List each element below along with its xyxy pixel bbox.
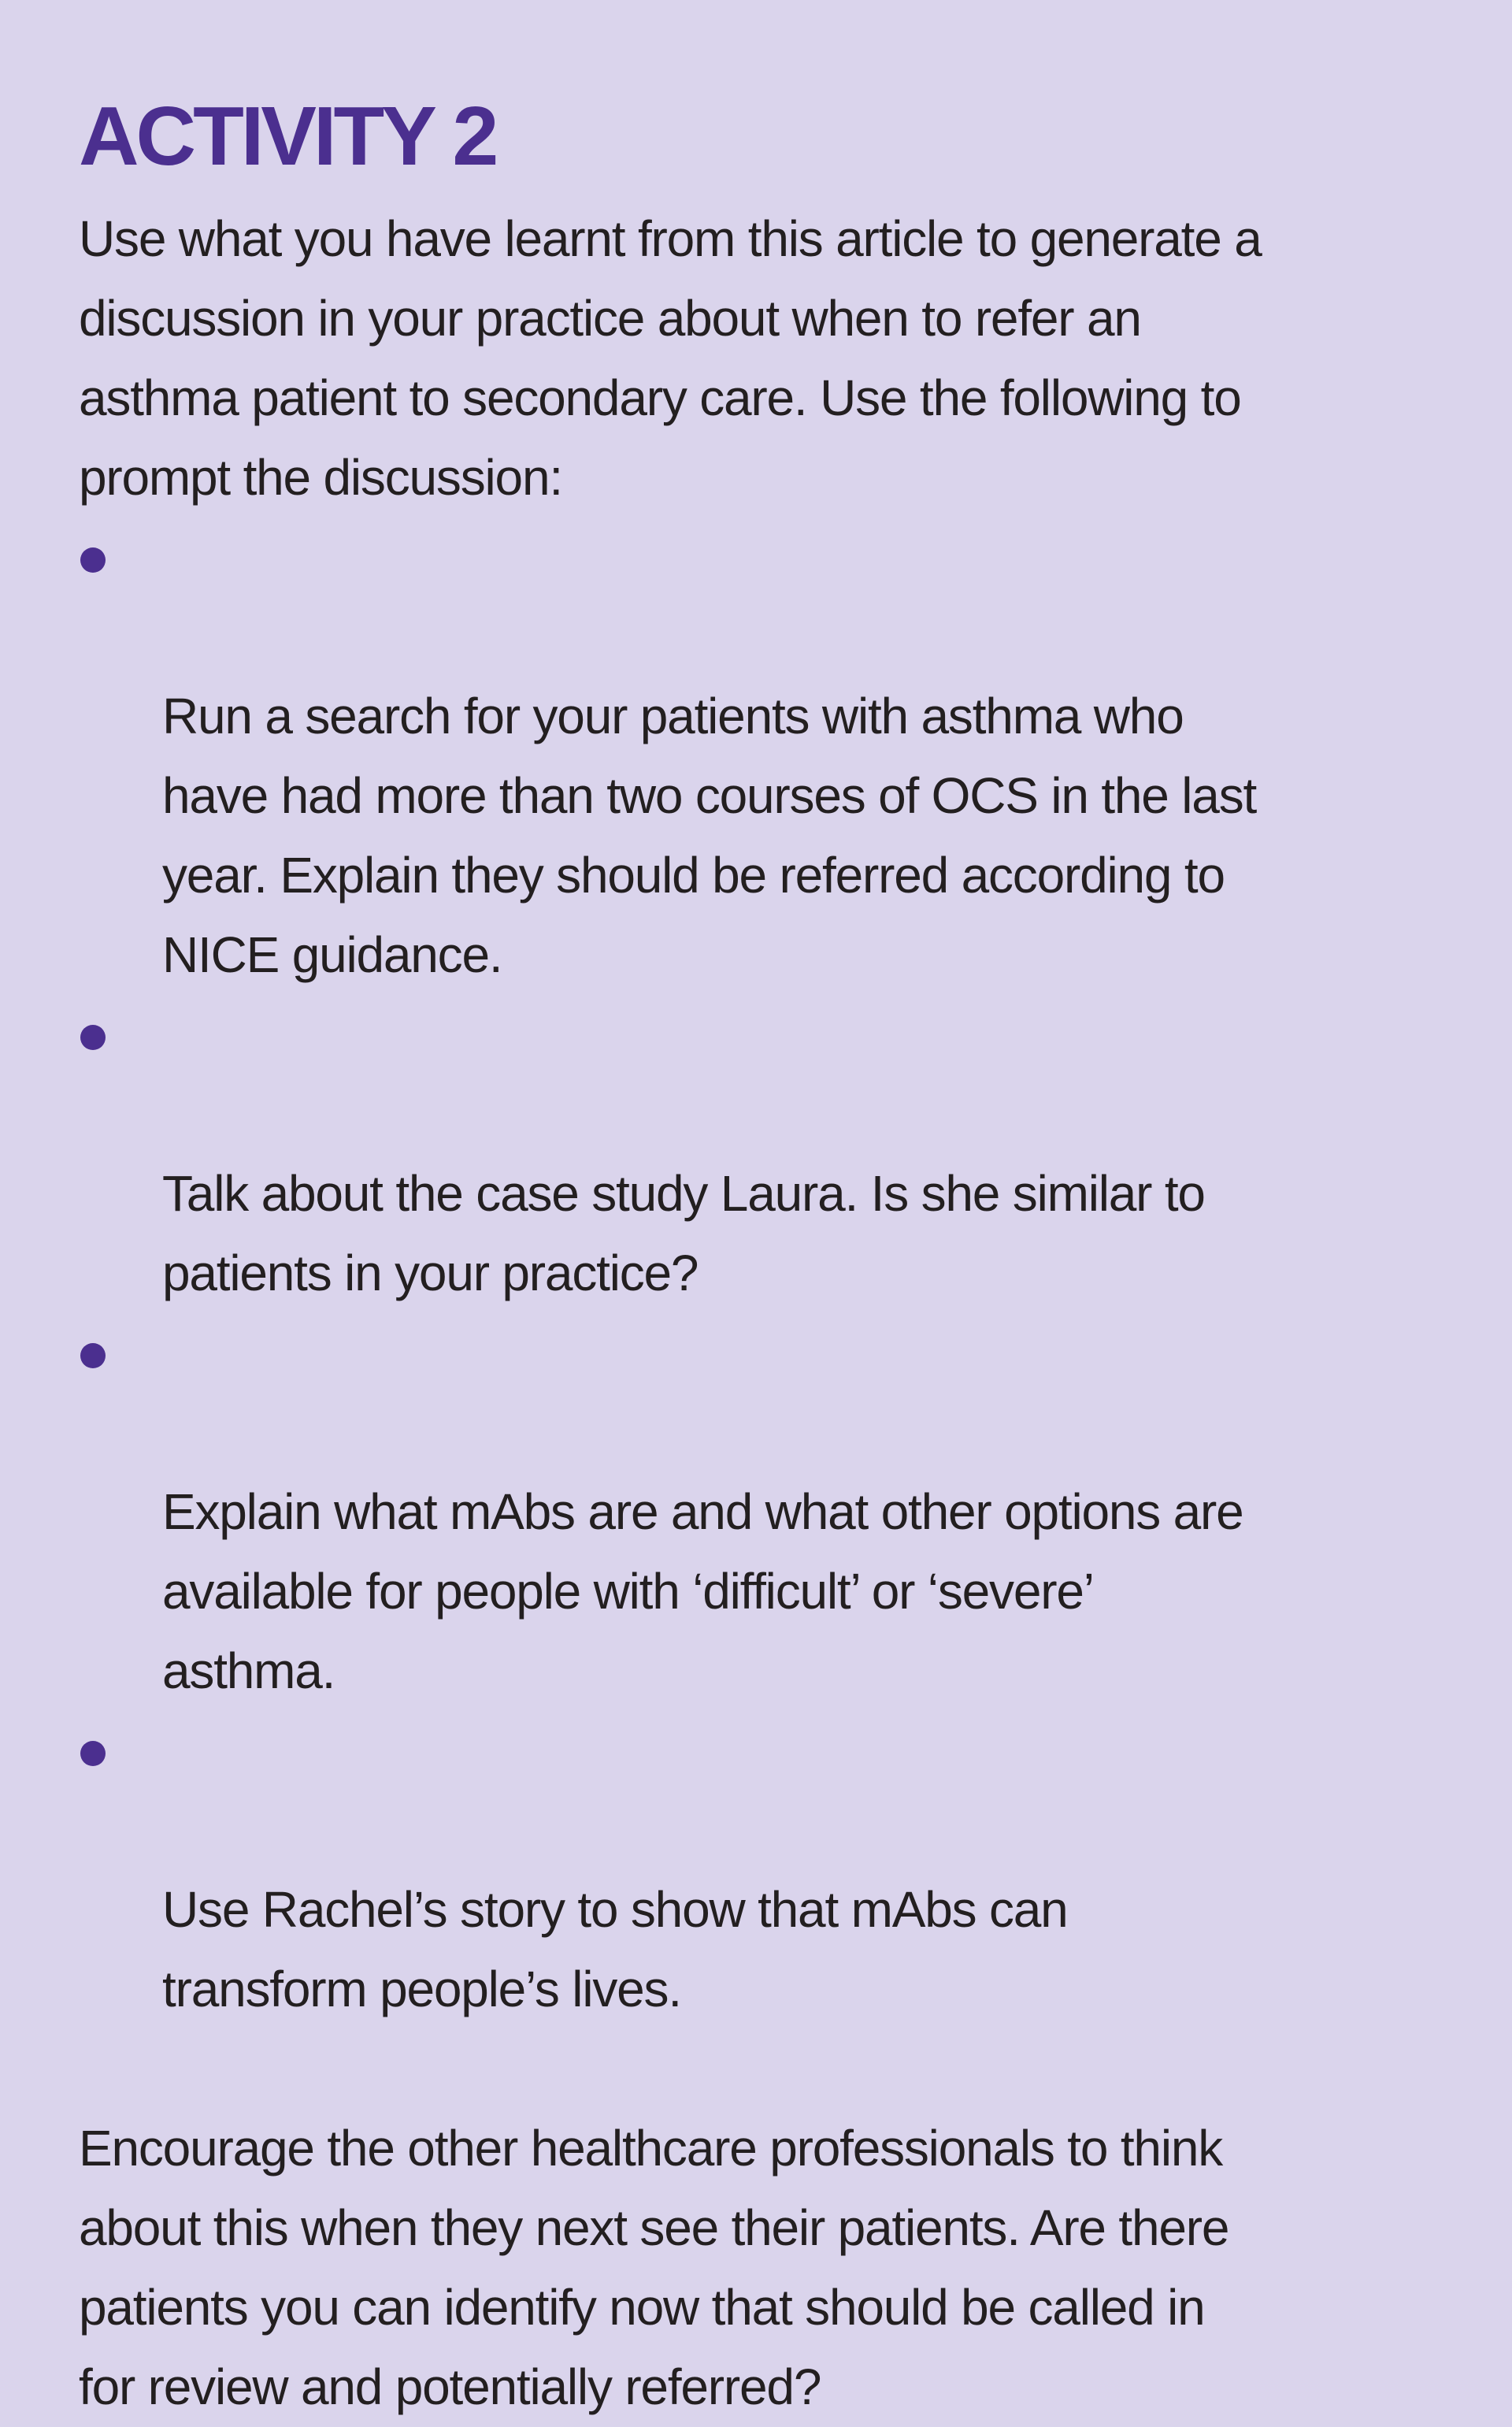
list-item: [79, 518, 1449, 995]
list-item-text: Talk about the case study Laura. Is she similar to patients in your practice?: [162, 1165, 1205, 1301]
bullet-dot-icon: [80, 1025, 106, 1050]
prompt-list: [79, 518, 1449, 2029]
bullet-dot-icon: [80, 1343, 106, 1368]
intro-paragraph: Use what you have learnt from this article to generate a discussion in your practice about when to refer an asthma patient to secondary care. Use the following to prompt the discussion:: [79, 210, 1262, 506]
activity-title: ACTIVITY 2: [79, 90, 496, 183]
list-item: [79, 1711, 1449, 2029]
bullet-dot-icon: [80, 1741, 106, 1766]
closing-paragraph: Encourage the other healthcare professionals to think about this when they next see their patients. Are there patients you can identify now that should be called in for review and potentially referred?: [79, 2120, 1229, 2415]
bullet-dot-icon: [80, 547, 106, 573]
list-item-text: Explain what mAbs are and what other options are available for people with ‘difficult’ or ‘severe’ asthma.: [162, 1483, 1243, 1699]
list-item: [79, 1313, 1449, 1711]
list-item-text: Run a search for your patients with asthma who have had more than two courses of OCS in the last year. Explain they should be referred according to NICE guidance.: [162, 688, 1257, 983]
list-item-text: Use Rachel’s story to show that mAbs can transform people’s lives.: [162, 1881, 1068, 2017]
list-item: [79, 995, 1449, 1313]
